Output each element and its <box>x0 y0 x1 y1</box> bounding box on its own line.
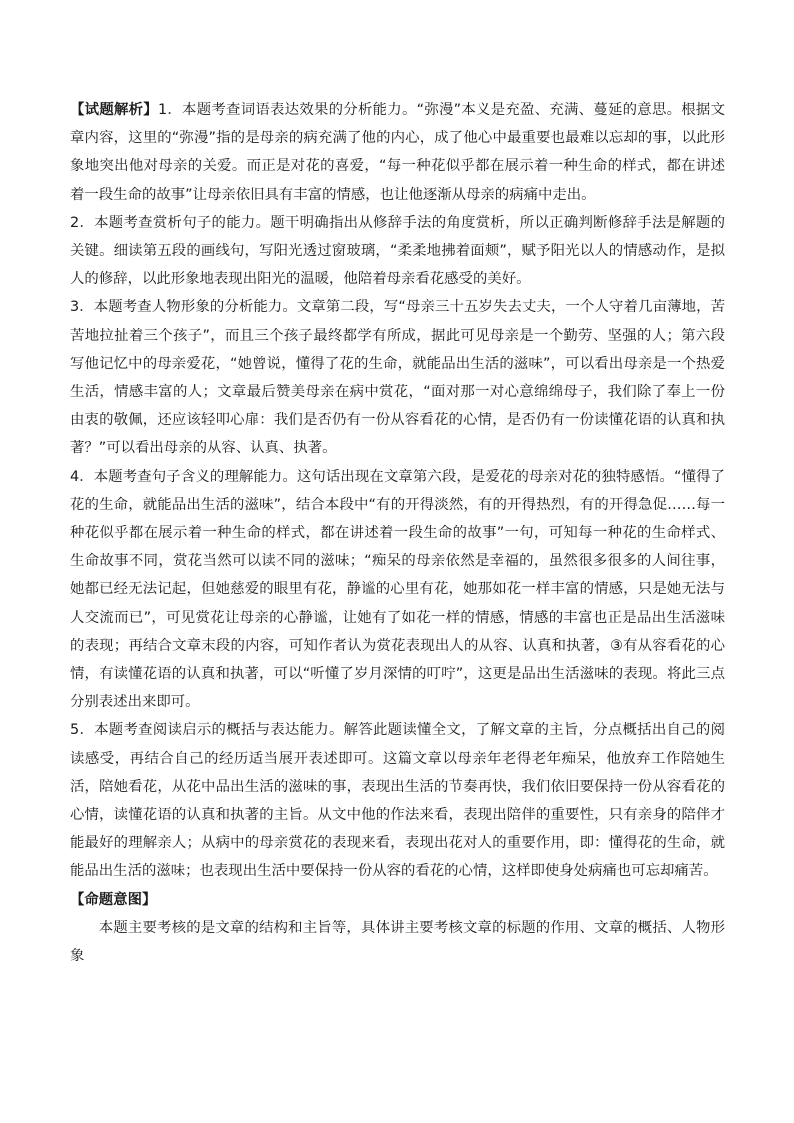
answer-analysis-section <box>70 96 725 970</box>
intent-heading <box>70 886 725 914</box>
analysis-item-2: 2．本题考查赏析句子的能力。题干明确指出从修辞手法的角度赏析，所以正确判断修辞手法是解题的关键。细读第五段的画线句，写阳光透过窗玻璃，“柔柔地拂着面颊”，赋予阳光以人的情感动作，是拟人的修辞，以此形象地表现出阳光的温暖，他陪着母亲看花感受的美好。 <box>70 214 725 288</box>
intent-label: 【命题意图】 <box>70 891 157 908</box>
analysis-item-3: 3．本题考查人物形象的分析能力。文章第二段，写“母亲三十五岁失去丈夫，一个人守着几亩薄地，苦苦地拉扯着三个孩子”，而且三个孩子最终都学有所成，据此可见母亲是一个勤劳、坚强的人；第六段写他记忆中的母亲爱花，“她曾说，懂得了花的生命，就能品出生活的滋味”，可以看出母亲是一个热爱生活，情感丰富的人；文章最后赞美母亲在病中赏花，“面对那一对心意绵绵母子，我们除了奉上一份由衷的敬佩，还应该轻叩心扉：我们是否仍有一份从容看花的心情，是否仍有一份读懂花语的认真和执著？”可以看出母亲的从容、认真、执著。 <box>70 299 725 457</box>
analysis-item-5: 5．本题考查阅读启示的概括与表达能力。解答此题读懂全文，了解文章的主旨，分点概括出自己的阅读感受，再结合自己的经历适当展开表述即可。这篇文章以母亲年老得老年痴呆，他放弃工作陪她生活，陪她看花，从花中品出生活的滋味的事，表现出生活的节奏再快，我们依旧要保持一份从容看花的心情，读懂花语的认真和执著的主旨。从文中他的作法来看，表现出陪伴的重要性，只有亲身的陪伴才能最好的理解亲人；从病中的母亲赏花的表现来看，表现出花对人的重要作用，即：懂得花的生命，就能品出生活的滋味；也表现出生活中要保持一份从容的看花的心情，这样即使身处病痛也可忘却痛苦。 <box>70 722 725 880</box>
analysis-item-4: 4．本题考查句子含义的理解能力。这句话出现在文章第六段，是爱花的母亲对花的独特感悟。“懂得了花的生命，就能品出生活的滋味”，结合本段中“有的开得淡然，有的开得热烈，有的开得急促……每一种花似乎都在展示着一种生命的样式，都在讲述着一段生命的故事”一句，可知每一种花的生命样式、生命故事不同，赏花当然可以读不同的滋味；“痴呆的母亲依然是幸福的，虽然很多很多的人间往事，她都已经无法记起，但她慈爱的眼里有花，静谧的心里有花，她那如花一样丰富的情感，只是她无法与人交流而已”，可见赏花让母亲的心静谧，让她有了如花一样的情感，情感的丰富也正是品出生活滋味的表现；再结合文章末段的内容，可知作者认为赏花表现出人的从容、认真和执著，③有从容看花的心情，有读懂花语的认真和执著，可以“听懂了岁月深情的叮咛”，这更是品出生活滋味的表现。将此三点分别表述出来即可。 <box>70 468 725 711</box>
analysis-item-1-text: 1．本题考查词语表达效果的分析能力。“弥漫”本义是充盈、充满、蔓延的意思。根据文章内容，这里的“弥漫”指的是母亲的病充满了他的内心，成了他心中最重要也最难以忘却的事，以此形象地突出他对母亲的关爱。而正是对花的喜爱，“每一种花似乎都在展示着一种生命的样式，都在讲述着一段生命的故事”让母亲依旧具有丰富的情感，也让他逐渐从母亲的病痛中走出。 <box>70 102 725 203</box>
analysis-label: 【试题解析】 <box>70 102 158 118</box>
intent-text: 本题主要考核的是文章的结构和主旨等，具体讲主要考核文章的标题的作用、文章的概括、人物形象 <box>70 919 725 965</box>
analysis-item-1 <box>70 96 725 209</box>
